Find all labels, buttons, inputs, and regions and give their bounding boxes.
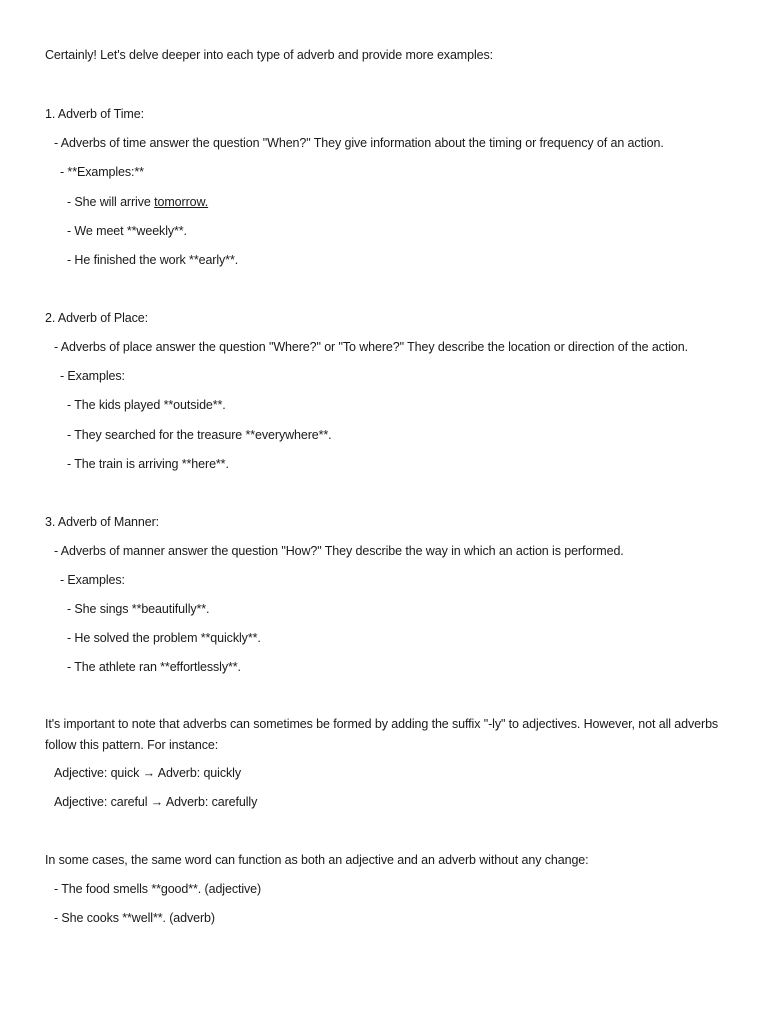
section-heading-manner: 3. Adverb of Manner: xyxy=(45,515,160,529)
example-item: - We meet **weekly**. xyxy=(67,224,187,238)
dual-use-paragraph: In some cases, the same word can function as both an adjective and an adverb without any change: xyxy=(45,853,589,867)
section-heading-place: 2. Adverb of Place: xyxy=(45,311,149,325)
adjective-adverb-pair: Adjective: quick → Adverb: quickly xyxy=(54,766,241,780)
example-item: - The athlete ran **effortlessly**. xyxy=(67,660,241,674)
dual-use-example: - She cooks **well**. (adverb) xyxy=(54,911,215,925)
note-paragraph: It's important to note that adverbs can sometimes be formed by adding the suffix "-ly" to adjectives. However, not all adverbs follow this pattern. For instance: xyxy=(45,717,719,752)
example-text: - She will arrive xyxy=(67,195,155,209)
example-item: - The kids played **outside**. xyxy=(67,398,226,412)
intro-text: Certainly! Let's delve deeper into each type of adverb and provide more examples: xyxy=(45,48,494,62)
section-heading-time: 1. Adverb of Time: xyxy=(45,107,144,121)
example-item: - They searched for the treasure **everywhere**. xyxy=(67,428,332,442)
example-item: - The train is arriving **here**. xyxy=(67,457,229,471)
section-description-time: - Adverbs of time answer the question "When?" They give information about the timing or frequency of an action. xyxy=(54,136,664,150)
section-description-place: - Adverbs of place answer the question "Where?" or "To where?" They describe the location or direction of the action. xyxy=(54,340,688,354)
example-item: - She sings **beautifully**. xyxy=(67,602,210,616)
example-item: - He solved the problem **quickly**. xyxy=(67,631,261,645)
examples-label-place: - Examples: xyxy=(60,369,125,383)
example-item: - He finished the work **early**. xyxy=(67,253,239,267)
examples-label-manner: - Examples: xyxy=(60,573,125,587)
adjective-adverb-pair: Adjective: careful → Adverb: carefully xyxy=(54,795,258,809)
example-item xyxy=(67,194,208,210)
underlined-word: tomorrow. xyxy=(154,195,209,209)
section-description-manner: - Adverbs of manner answer the question "How?" They describe the way in which an action is performed. xyxy=(54,544,624,558)
dual-use-example: - The food smells **good**. (adjective) xyxy=(54,882,262,896)
examples-label-time: - **Examples:** xyxy=(60,165,144,179)
